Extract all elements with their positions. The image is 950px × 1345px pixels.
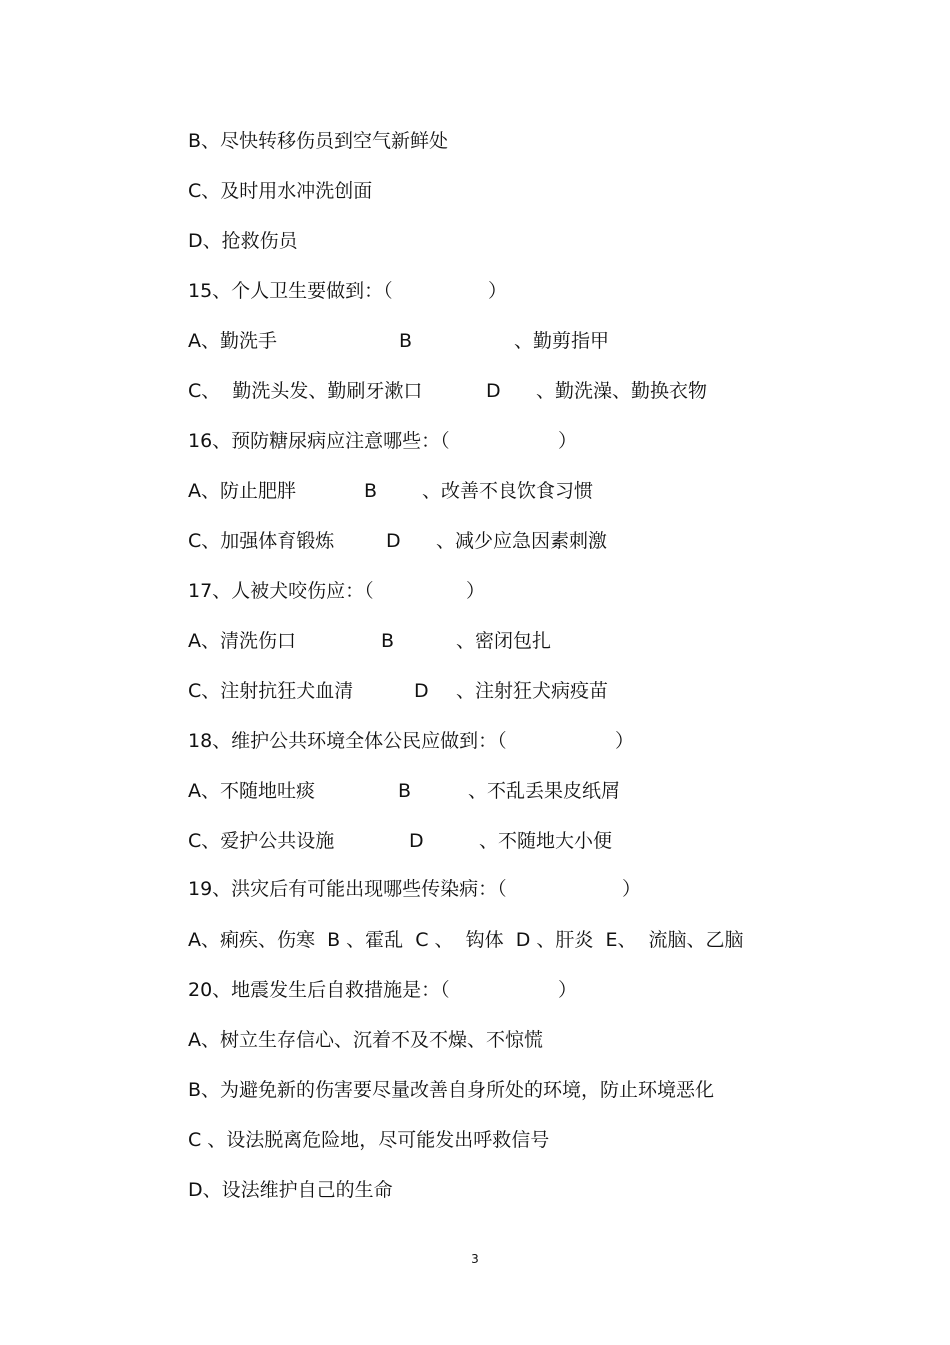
question-16 [188,426,578,456]
option-b-letter: B [399,330,413,352]
option-d-letter: D [486,380,501,402]
option-d-letter: D [386,530,401,552]
answer-bracket-close: ） [558,430,578,452]
options-15-cd [188,376,708,406]
option-text: A、树立生存信心、沉着不及不燥、不惊慌 [188,1029,543,1051]
question-text: 19、洪灾后有可能出现哪些传染病：（ [188,878,507,900]
options-17-cd [188,676,609,706]
question-15 [188,276,508,306]
option-b-text: 、密闭包扎 [456,630,552,652]
option-b-letter: B [364,480,378,502]
option-a: A、防止肥胖 [188,480,296,502]
option-text: B、尽快转移伤员到空气新鲜处 [188,130,449,152]
options-17-ab [188,626,552,656]
options-19 [188,925,744,955]
option-c: C、 勤洗头发、勤刷牙漱口 [188,380,423,402]
option-c: C、注射抗狂犬血清 [188,680,354,702]
option-20-c [188,1125,550,1155]
option-d-text: 、不随地大小便 [479,830,613,852]
question-18 [188,726,635,756]
options-15-ab [188,326,610,356]
option-text: A、痢疾、伤寒 B 、霍乱 C 、 钩体 D 、肝炎 E、 流脑、乙脑 [188,929,744,951]
question-text: 17、人被犬咬伤应：（ [188,580,374,602]
option-text: C 、设法脱离危险地，尽可能发出呼救信号 [188,1129,550,1151]
option-d-text: 、减少应急因素刺激 [436,530,608,552]
options-16-cd [188,526,608,556]
answer-bracket-close: ） [622,878,642,900]
question-text: 15、个人卫生要做到：（ [188,280,393,302]
option-text: D、抢救伤员 [188,230,298,252]
option-20-d [188,1175,393,1205]
option-b-text: 、勤剪指甲 [514,330,610,352]
option-a: A、勤洗手 [188,330,277,352]
option-d-letter: D [409,830,424,852]
option-14-c [188,176,373,206]
option-14-b [188,126,449,156]
option-d-letter: D [414,680,429,702]
option-c: C、加强体育锻炼 [188,530,335,552]
answer-bracket-close: ） [488,280,508,302]
options-18-cd [188,826,613,856]
question-text: 20、地震发生后自救措施是：（ [188,979,450,1001]
answer-bracket-close: ） [558,979,578,1001]
option-b-letter: B [381,630,395,652]
options-18-ab [188,776,621,806]
option-a: A、不随地吐痰 [188,780,315,802]
option-20-b [188,1075,715,1105]
options-16-ab [188,476,594,506]
option-14-d [188,226,298,256]
option-text: B、为避免新的伤害要尽量改善自身所处的环境，防止环境恶化 [188,1079,715,1101]
answer-bracket-close: ） [615,730,635,752]
option-text: D、设法维护自己的生命 [188,1179,393,1201]
page-number: 3 [471,1252,479,1266]
question-text: 18、维护公共环境全体公民应做到：（ [188,730,507,752]
question-text: 16、预防糖尿病应注意哪些：（ [188,430,450,452]
question-19 [188,874,642,904]
option-b-letter: B [398,780,412,802]
question-17 [188,576,486,606]
option-d-text: 、勤洗澡、勤换衣物 [536,380,708,402]
option-20-a [188,1025,543,1055]
option-d-text: 、注射狂犬病疫苗 [456,680,609,702]
answer-bracket-close: ） [466,580,486,602]
option-a: A、清洗伤口 [188,630,296,652]
option-b-text: 、不乱丢果皮纸屑 [468,780,621,802]
question-20 [188,975,578,1005]
option-text: C、及时用水冲洗创面 [188,180,373,202]
option-c: C、爱护公共设施 [188,830,335,852]
option-b-text: 、改善不良饮食习惯 [422,480,594,502]
